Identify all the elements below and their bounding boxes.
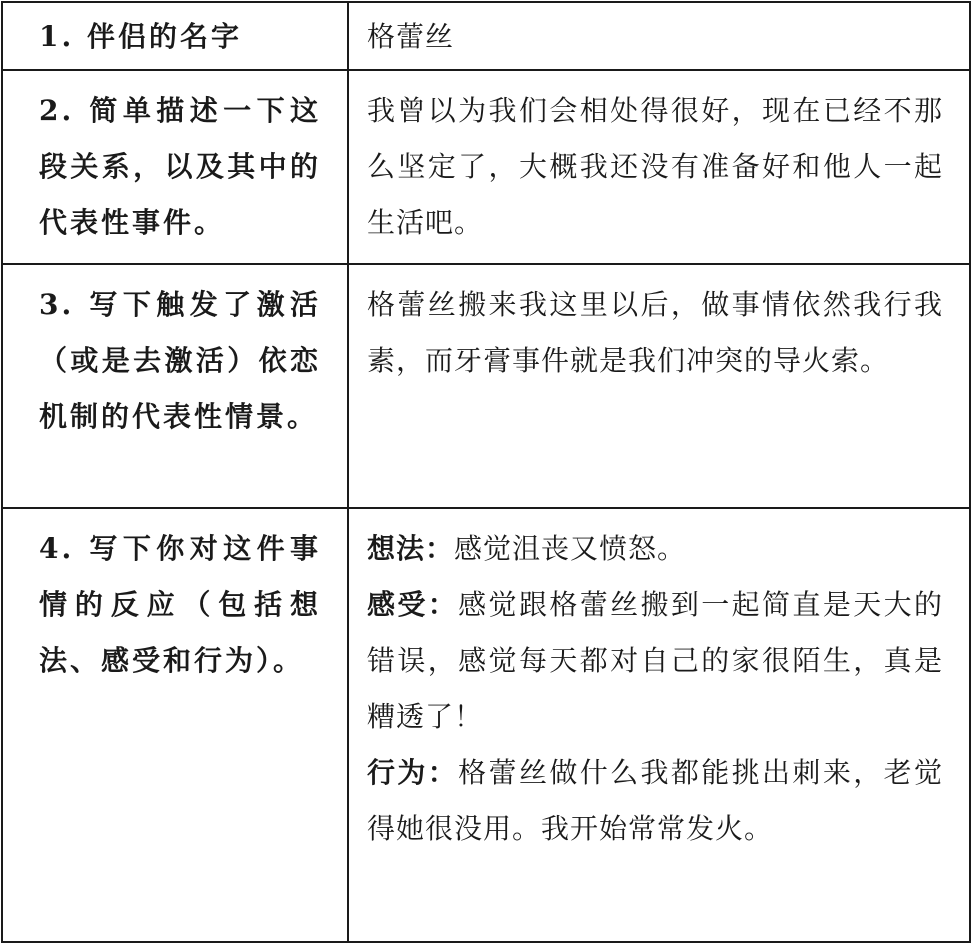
table-row [2,264,970,508]
feeling-text: 感觉跟格蕾丝搬到一起简直是天大的错误，感觉每天都对自己的家很陌生，真是糟透了！ [367,588,943,733]
behavior-text: 格蕾丝做什么我都能挑出刺来，老觉得她很没用。我开始常常发火。 [367,756,943,845]
answer-cell: 格蕾丝搬来我这里以后，做事情依然我行我素，而牙膏事件就是我们冲突的导火索。 [348,264,970,508]
answer-cell [348,508,970,942]
question-cell: 3. 写下触发了激活（或是去激活）依恋机制的代表性情景。 [2,264,348,508]
thought-text: 感觉沮丧又愤怒。 [454,532,687,565]
feeling-label: 感受： [367,588,459,621]
feeling-entry [367,577,943,745]
answer-cell: 我曾以为我们会相处得很好，现在已经不那么坚定了，大概我还没有准备好和他人一起生活吧。 [348,70,970,264]
table-row [2,508,970,942]
behavior-label: 行为： [367,756,459,789]
question-cell: 2. 简单描述一下这段关系，以及其中的代表性事件。 [2,70,348,264]
thought-entry [367,521,943,577]
thought-label: 想法： [367,532,455,565]
question-cell: 4. 写下你对这件事情的反应（包括想法、感受和行为）。 [2,508,348,942]
behavior-entry [367,745,943,857]
table-row [2,2,970,70]
answer-cell: 格蕾丝 [348,2,970,70]
question-cell: 1. 伴侣的名字 [2,2,348,70]
attachment-worksheet-table [1,1,971,943]
table-row [2,70,970,264]
